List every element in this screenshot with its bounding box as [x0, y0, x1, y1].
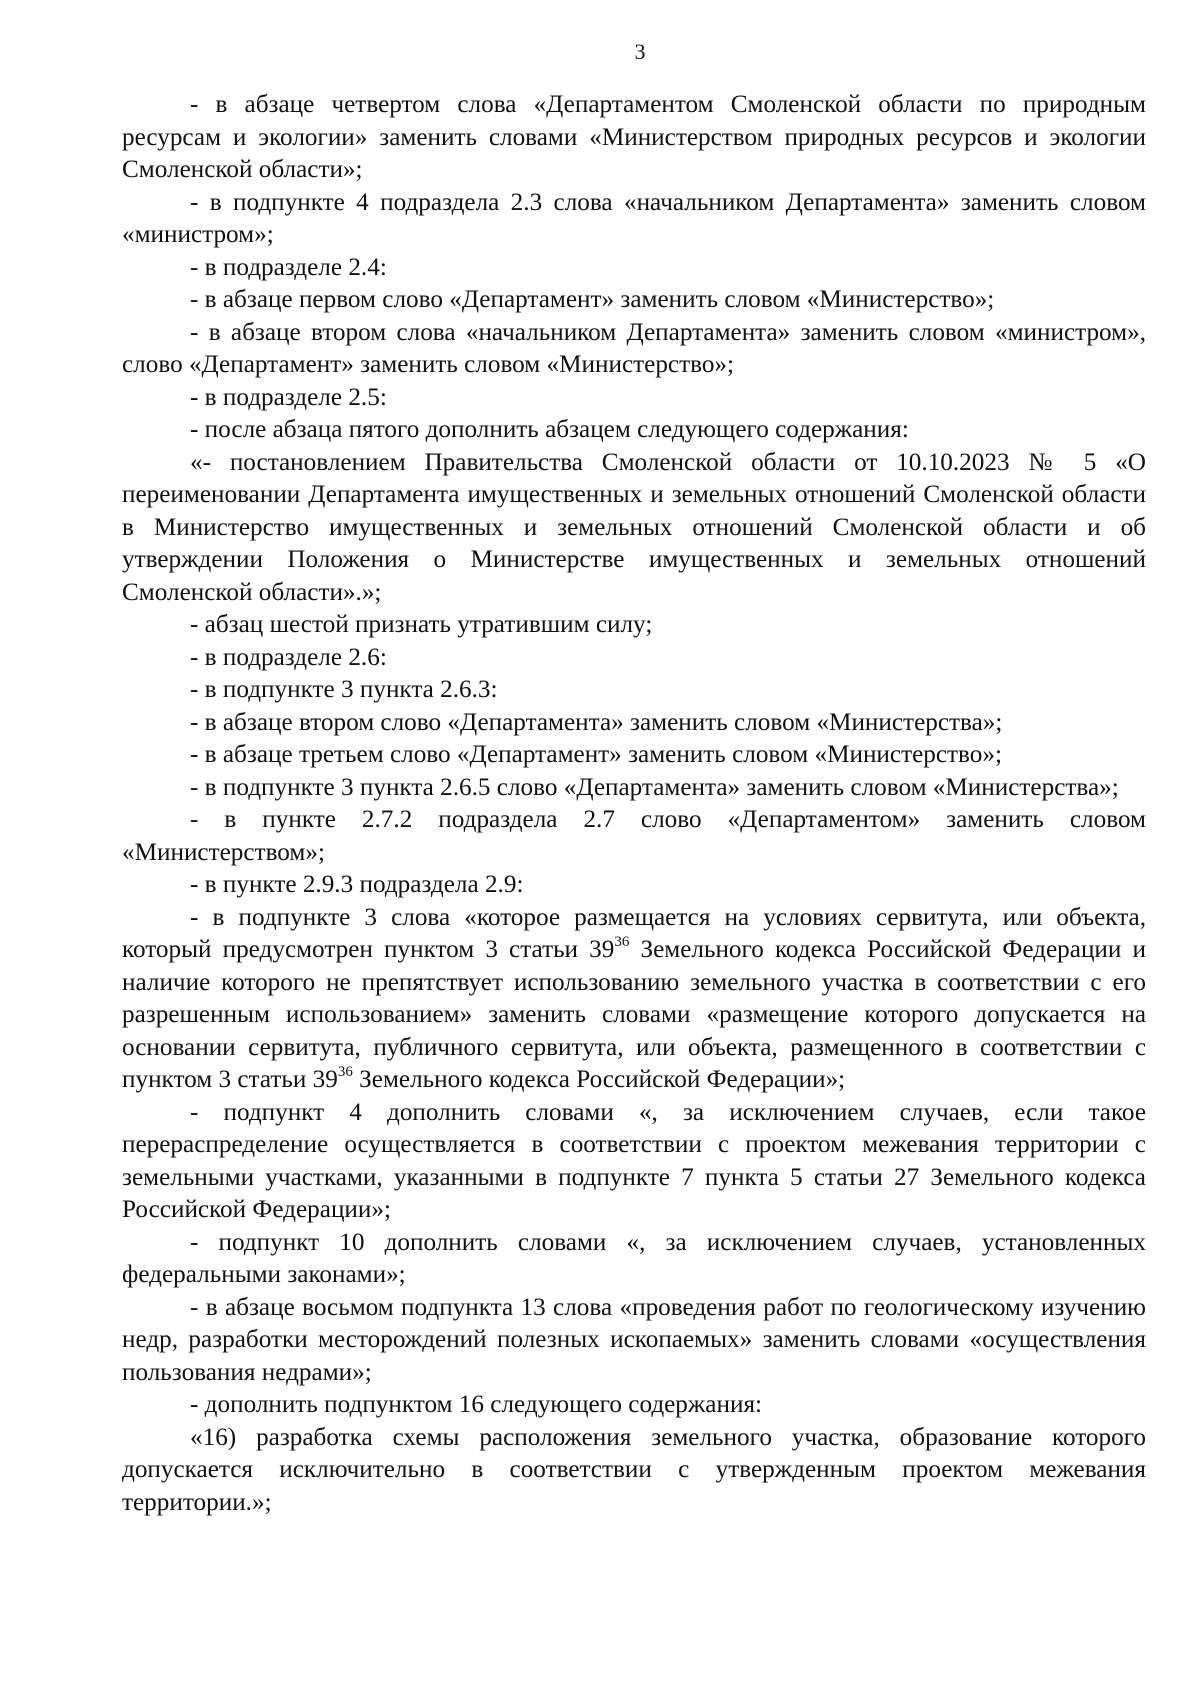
- paragraph: - абзац шестой признать утратившим силу;: [190, 611, 653, 638]
- paragraph: - в подпункте 3 пункта 2.6.5 слово «Департамента» заменить словом «Министерства»;: [190, 773, 1119, 801]
- paragraph: - в пункте 2.7.2 подраздела 2.7 слово «Департаментом» заменить словом «Министерством»;: [122, 806, 1146, 866]
- paragraph: - в подразделе 2.5:: [190, 383, 387, 411]
- paragraph: «- постановлением Правительства Смоленской области от 10.10.2023 № 5 «О переименовании Департамента имущественных и земельных отношений Смоленской области в Министерство имущественных и земельных отношений Смоленской области и об утверждении Положения о Министерстве имущественных и земельных отношений Смоленской области».»;: [122, 448, 1146, 606]
- paragraph: «16) разработка схемы расположения земельного участка, образование которого допускается исключительно в соответствии с утвержденным проектом межевания территории.»;: [122, 1423, 1146, 1516]
- superscript: 36: [337, 1064, 353, 1080]
- paragraph: - в абзаце восьмом подпункта 13 слова «проведения работ по геологическому изучению недр, разработки месторождений полезных ископаемых» заменить словами «осуществления пользования недрами»;: [122, 1293, 1146, 1386]
- text-run: Земельного кодекса Российской Федерации и наличие которого не препятствует использованию земельного участка в соответствии с его разрешенным использованием» заменить словами «размещение которого допускается на основании сервитута, публичного сервитута, или объекта, размещенного в соответствии с пунктом 3 статьи 39: [122, 936, 1146, 1093]
- document-body: [122, 89, 1146, 1519]
- paragraph: - в пункте 2.9.3 подраздела 2.9:: [190, 871, 524, 898]
- paragraph: - в подразделе 2.6:: [190, 643, 387, 671]
- paragraph: - в абзаце четвертом слова «Департаментом Смоленской области по природным ресурсам и экологии» заменить словами «Министерством природных ресурсов и экологии Смоленской области»;: [122, 91, 1146, 183]
- paragraph: - в абзаце втором слова «начальником Департамента» заменить словом «министром», слово «Департамент» заменить словом «Министерство»;: [122, 318, 1146, 378]
- text-run: - в подпункте 3 слова «которое размещается на условиях сервитута, или объекта, который предусмотрен пунктом 3 статьи 39: [122, 903, 1146, 963]
- page-number: 3: [634, 39, 646, 64]
- paragraph: - дополнить подпунктом 16 следующего содержания:: [190, 1391, 763, 1418]
- paragraph: - в подпункте 4 подраздела 2.3 слова «начальником Департамента» заменить словом «министром»;: [122, 188, 1146, 248]
- text-run: Земельного кодекса Российской Федерации»;: [352, 1066, 846, 1093]
- paragraph: - в абзаце первом слово «Департамент» заменить словом «Министерство»;: [190, 286, 995, 313]
- paragraph: - в абзаце третьем слово «Департамент» заменить словом «Министерство»;: [190, 741, 1002, 768]
- paragraph: - в подпункте 3 пункта 2.6.3:: [190, 676, 498, 703]
- superscript: 36: [614, 934, 630, 950]
- paragraph: - подпункт 10 дополнить словами «, за исключением случаев, установленных федеральными законами»;: [122, 1228, 1146, 1288]
- paragraph-servitude: [122, 902, 1146, 1097]
- paragraph: - подпункт 4 дополнить словами «, за исключением случаев, если такое перераспределение осуществляется в соответствии с проектом межевания территории с земельными участками, указанными в подпункте 7 пункта 5 статьи 27 Земельного кодекса Российской Федерации»;: [122, 1098, 1146, 1223]
- paragraph: - в абзаце втором слово «Департамента» заменить словом «Министерства»;: [190, 708, 1003, 736]
- paragraph: - в подразделе 2.4:: [190, 253, 387, 281]
- paragraph: - после абзаца пятого дополнить абзацем следующего содержания:: [190, 416, 909, 443]
